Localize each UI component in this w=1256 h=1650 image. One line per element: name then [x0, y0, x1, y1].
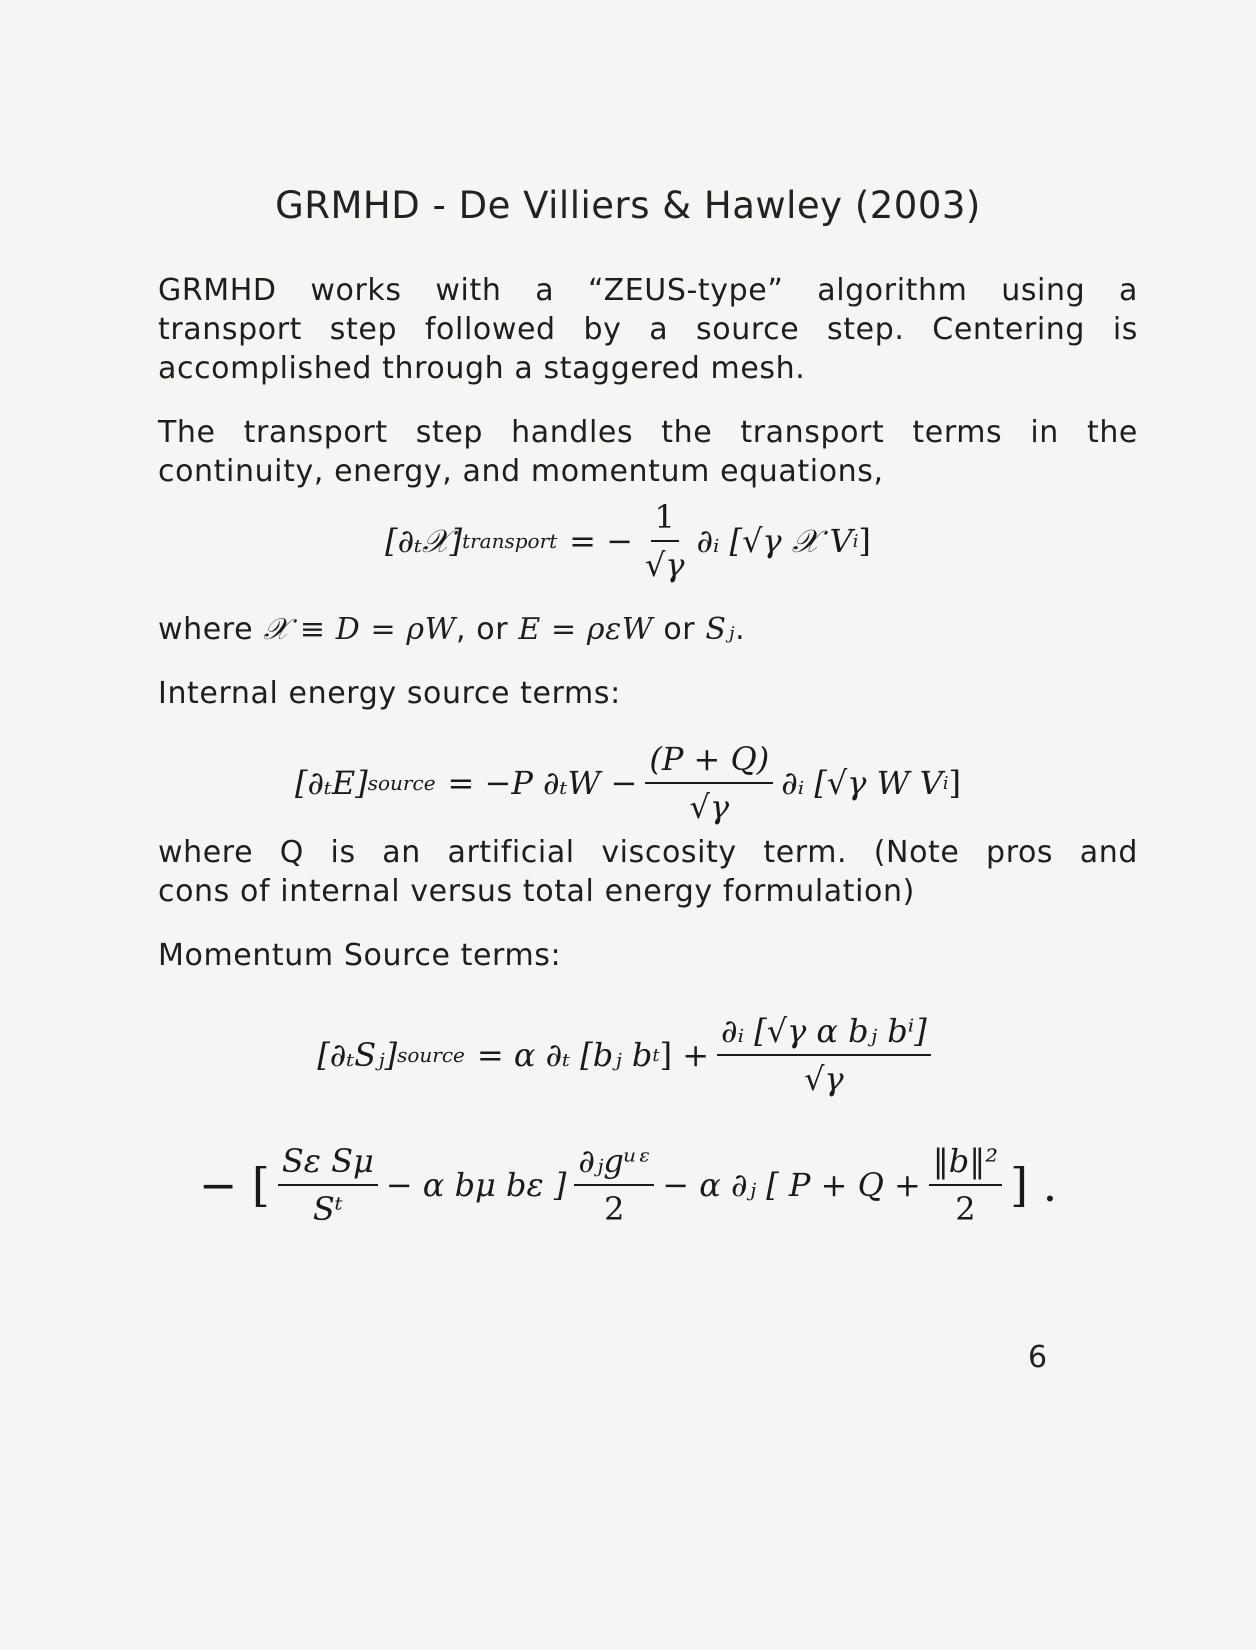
momentum-heading: Momentum Source terms: [158, 938, 562, 973]
where-math-2: E = ρεW [518, 612, 654, 647]
eq3-lhs: [∂ₜSⱼ] [317, 1036, 398, 1074]
eq2-numerator: (P + Q) [645, 740, 773, 784]
eq1-denominator: √γ [644, 546, 685, 584]
where-prefix: where [158, 612, 264, 647]
where-math-1: 𝒳 ≡ D = ρW [263, 612, 457, 647]
eq3-lhs-subscript: source [397, 1043, 465, 1067]
transport-equation [0, 496, 1256, 586]
eq3-middle: = α ∂ₜ [bⱼ b [476, 1036, 653, 1074]
intro-line: transport step followed by a source step. Centering is [158, 312, 1138, 347]
eq1-rhs: ∂ᵢ [√γ 𝒳 V [696, 521, 853, 560]
eq4-f3-denominator: 2 [955, 1190, 976, 1228]
intro-line: GRMHD works with a “ZEUS-type” algorithm using a [158, 273, 1138, 308]
page-number: 6 [1028, 1340, 1048, 1375]
momentum-equation-line-1 [0, 1010, 1256, 1100]
eq1-equals: = − [569, 522, 633, 560]
eq4-fraction-1 [278, 1142, 378, 1228]
eq3-denominator: √γ [804, 1060, 844, 1098]
transport-line: continuity, energy, and momentum equations, [158, 454, 884, 489]
viscosity-line: cons of internal versus total energy formulation) [158, 874, 915, 909]
internal-energy-equation [0, 738, 1256, 828]
eq4-f3-numerator: ‖b‖² [929, 1142, 1002, 1186]
eq4-f2-denominator: 2 [604, 1190, 625, 1228]
intro-line: accomplished through a staggered mesh. [158, 351, 806, 386]
transport-paragraph [158, 413, 1138, 491]
where-mid-1: , or [456, 612, 519, 647]
viscosity-line: where Q is an artificial viscosity term. (Note pros and [158, 835, 1138, 870]
eq1-lhs-subscript: transport [462, 529, 558, 553]
eq4-fraction-3 [929, 1142, 1002, 1228]
eq2-middle: = −P ∂ₜW − [447, 764, 638, 802]
eq1-rhs-close: ] [858, 522, 871, 560]
eq3-fraction [717, 1012, 931, 1098]
internal-energy-heading: Internal energy source terms: [158, 676, 621, 711]
eq2-fraction [645, 740, 773, 826]
slide-title: GRMHD - De Villiers & Hawley (2003) [275, 184, 981, 227]
where-end: . [735, 612, 746, 647]
eq4-f1-numerator: Sε Sμ [278, 1142, 378, 1186]
eq4-f2-numerator: ∂ⱼgᵘᵋ [574, 1142, 654, 1186]
eq4-term-2: − α bμ bε ] [385, 1166, 567, 1204]
eq4-open: − [ [198, 1158, 270, 1212]
eq2-rhs-close: ] [948, 764, 961, 802]
where-definitions [158, 610, 1138, 649]
eq2-denominator: √γ [689, 788, 730, 826]
eq2-lhs: [∂ₜE] [294, 764, 368, 802]
eq1-rhs-superscript: i [852, 530, 859, 552]
eq2-lhs-subscript: source [367, 771, 436, 795]
eq3-middle-superscript: t [652, 1044, 660, 1066]
viscosity-note [158, 833, 1138, 911]
eq3-middle-close: ] + [659, 1036, 710, 1074]
transport-line: The transport step handles the transport terms in the [158, 415, 1138, 450]
momentum-equation-line-2 [0, 1140, 1256, 1230]
eq2-rhs-superscript: i [942, 772, 949, 794]
eq1-numerator: 1 [651, 498, 679, 542]
eq2-rhs: ∂ᵢ [√γ W V [781, 764, 943, 802]
eq1-lhs: [∂ₜ𝒳] [385, 521, 463, 560]
where-math-3: Sⱼ [705, 612, 736, 647]
eq4-term-3: − α ∂ⱼ [ P + Q + [662, 1166, 921, 1204]
eq1-fraction [641, 498, 689, 584]
where-mid-2: or [653, 612, 706, 647]
eq4-close: ] . [1010, 1158, 1058, 1212]
eq4-fraction-2 [574, 1142, 654, 1228]
eq3-numerator: ∂ᵢ [√γ α bⱼ bⁱ] [717, 1012, 931, 1056]
intro-paragraph [158, 271, 1138, 388]
eq4-f1-denominator: Sᵗ [312, 1190, 343, 1228]
